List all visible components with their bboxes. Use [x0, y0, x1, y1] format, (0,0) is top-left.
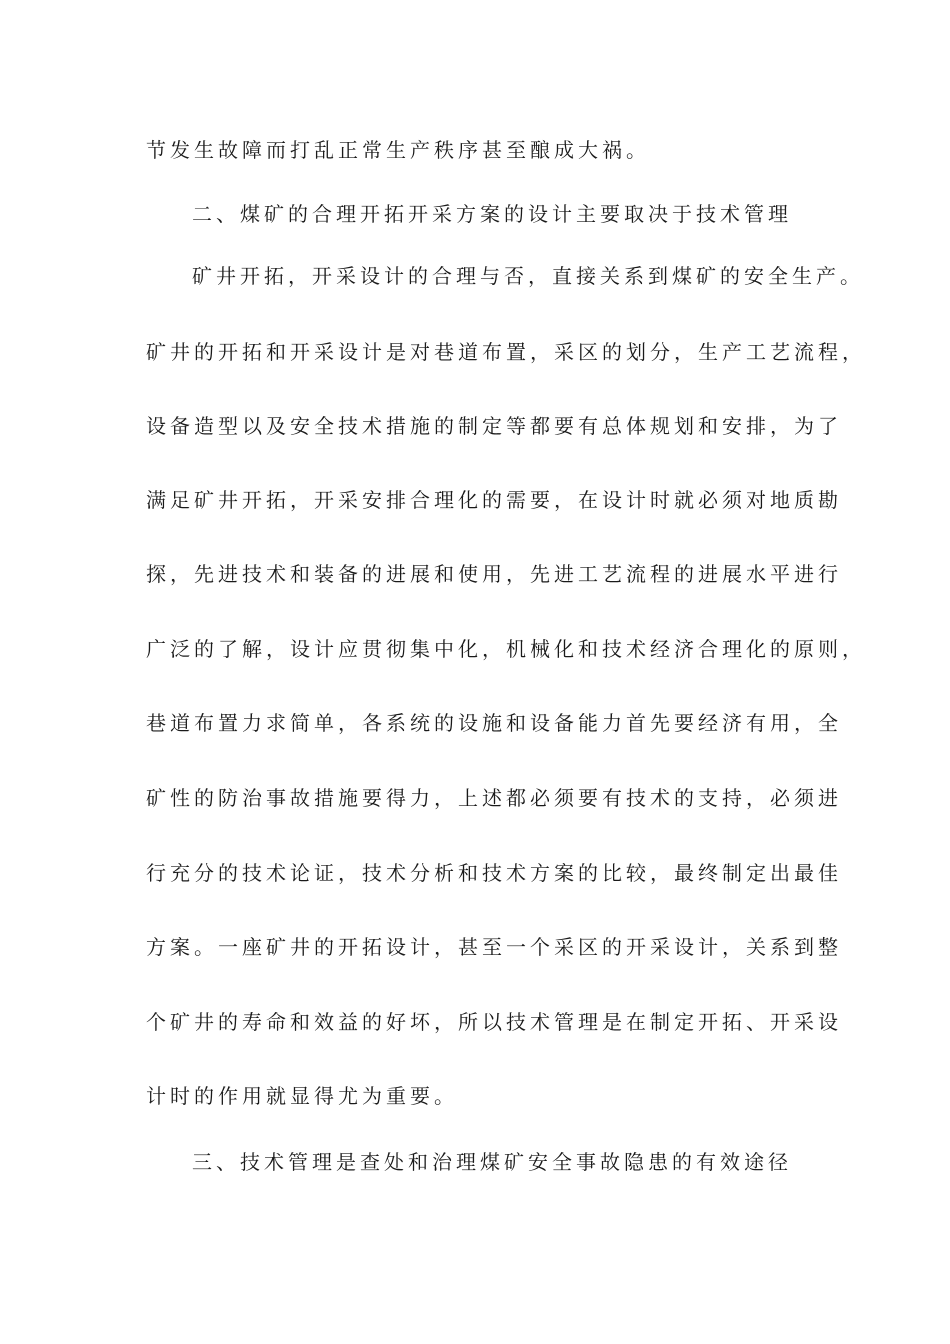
paragraph-line: 满足矿井开拓，开采安排合理化的需要，在设计时就必须对地质勘 [146, 488, 842, 512]
paragraph-line: 行充分的技术论证，技术分析和技术方案的比较，最终制定出最佳 [146, 861, 842, 885]
paragraph-line: 矿井的开拓和开采设计是对巷道布置，采区的划分，生产工艺流程， [146, 340, 866, 364]
paragraph-line: 矿井开拓，开采设计的合理与否，直接关系到煤矿的安全生产。 [192, 264, 864, 288]
paragraph-line: 探，先进技术和装备的进展和使用，先进工艺流程的进展水平进行 [146, 562, 842, 586]
paragraph-line: 广泛的了解，设计应贯彻集中化，机械化和技术经济合理化的原则， [146, 637, 866, 661]
paragraph-line: 方案。一座矿井的开拓设计，甚至一个采区的开采设计，关系到整 [146, 935, 842, 959]
paragraph-line: 巷道布置力求简单，各系统的设施和设备能力首先要经济有用，全 [146, 711, 842, 735]
section-heading-two: 二、煤矿的合理开拓开采方案的设计主要取决于技术管理 [192, 202, 792, 226]
section-heading-three: 三、技术管理是查处和治理煤矿安全事故隐患的有效途径 [192, 1150, 792, 1174]
paragraph-continuation-line: 节发生故障而打乱正常生产秩序甚至酿成大祸。 [146, 138, 650, 162]
paragraph-line: 个矿井的寿命和效益的好坏，所以技术管理是在制定开拓、开采设 [146, 1010, 842, 1034]
paragraph-line: 矿性的防治事故措施要得力，上述都必须要有技术的支持，必须进 [146, 786, 842, 810]
paragraph-line: 设备造型以及安全技术措施的制定等都要有总体规划和安排，为了 [146, 414, 842, 438]
paragraph-line: 计时的作用就显得尤为重要。 [146, 1084, 458, 1108]
